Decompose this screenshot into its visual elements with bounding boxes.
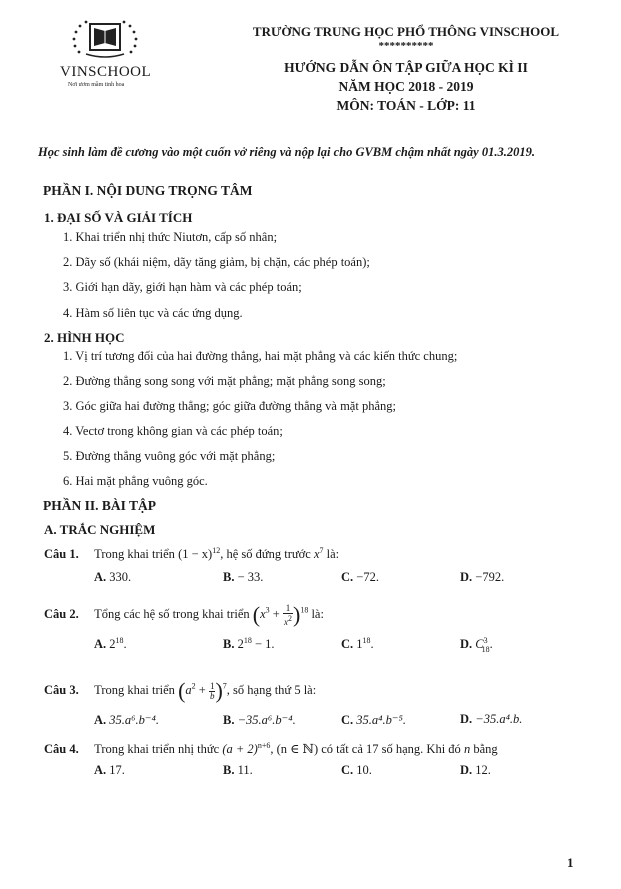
q1-option-d: D. −792.	[460, 570, 505, 584]
list-item: 1. Vị trí tương đối của hai đường thẳng, hai mặt phẳng và các kiến thức chung;	[63, 349, 458, 363]
question-4: Câu 4. Trong khai triển nhị thức $(a + 2)^{n+6}$, (n ∈ ℕ) có tất cả 17 số hạng. Khi đó n bằng	[44, 741, 498, 757]
document-title: HƯỚNG DẪN ÔN TẬP GIỮA HỌC KÌ II	[284, 60, 528, 75]
school-name: TRƯỜNG TRUNG HỌC PHỔ THÔNG VINSCHOOL	[252, 24, 560, 39]
logo-name: VINSCHOOL	[60, 64, 152, 80]
question-3: Câu 3. Trong khai triển ($a^2$ + $\frac{1}{b}$ )$^7$, số hạng thứ 5 là:	[44, 678, 317, 703]
list-item: 3. Góc giữa hai đường thẳng; góc giữa đường thẳng và mặt phẳng;	[63, 399, 396, 413]
list-item: 2. Đường thẳng song song với mặt phẳng; mặt phẳng song song;	[63, 374, 386, 388]
q2-option-d: D. $C^3_{18}$.	[460, 636, 493, 654]
q2-option-c: C. $1^{18}$.	[341, 636, 374, 652]
list-item: 3. Giới hạn dãy, giới hạn hàm và các phép toán;	[63, 280, 302, 294]
question-2: Câu 2. Tổng các hệ số trong khai triển ($x^3$ + $\frac{1}{x^2}$ )$^{18}$ là:	[44, 602, 324, 627]
logo-slogan: Nơi ươm mầm tinh hoa	[68, 82, 125, 88]
list-item: 4. Vectơ trong không gian và các phép toán;	[63, 424, 283, 438]
part2-heading: PHẦN II. BÀI TẬP	[43, 498, 157, 513]
q1-option-b: B. − 33.	[223, 570, 264, 584]
question-1: Câu 1. Trong khai triển $(1 - x)^{12}$, hệ số đứng trước $x^7$ là:	[44, 546, 340, 562]
subject-grade: MÔN: TOÁN - LỚP: 11	[336, 98, 476, 113]
q3-option-c: C. 35.a⁴.b⁻⁵.	[341, 713, 406, 727]
list-item: 5. Đường thẳng vuông góc với mặt phẳng;	[63, 449, 276, 463]
q2-option-b: B. $2^{18} - 1$.	[223, 636, 275, 652]
q4-option-a: A. 17.	[94, 763, 125, 777]
q3-option-b: B. −35.a⁶.b⁻⁴.	[223, 713, 296, 727]
q3-option-d: D. −35.a⁴.b.	[460, 712, 523, 726]
school-year: NĂM HỌC 2018 - 2019	[338, 79, 474, 94]
section2-heading: 2. HÌNH HỌC	[44, 330, 125, 345]
part1-heading: PHẦN I. NỘI DUNG TRỌNG TÂM	[43, 183, 253, 198]
q4-option-d: D. 12.	[460, 763, 491, 777]
list-item: 6. Hai mặt phẳng vuông góc.	[63, 474, 208, 488]
q4-option-b: B. 11.	[223, 763, 253, 777]
q1-option-a: A. 330.	[94, 570, 132, 584]
list-item: 1. Khai triển nhị thức Niutơn, cấp số nhân;	[63, 230, 278, 244]
page-number: 1	[567, 855, 574, 870]
list-item: 4. Hàm số liên tục và các ứng dụng.	[63, 306, 243, 320]
q2-option-a: A. $2^{18}$.	[94, 636, 127, 652]
question-label: Câu 1.	[44, 547, 79, 562]
q3-option-a: A. 35.a⁶.b⁻⁴.	[94, 713, 159, 727]
section-a-heading: A. TRẮC NGHIỆM	[44, 522, 156, 537]
section1-heading: 1. ĐẠI SỐ VÀ GIẢI TÍCH	[44, 210, 193, 225]
instruction-note: Học sinh làm đề cương vào một cuốn vở riêng và nộp lại cho GVBM chậm nhất ngày 01.3.2019.	[38, 145, 535, 159]
list-item: 2. Dãy số (khái niệm, dãy tăng giảm, bị chặn, các phép toán);	[63, 255, 370, 269]
q4-option-c: C. 10.	[341, 763, 372, 777]
q1-option-c: C. −72.	[341, 570, 379, 584]
header-stars: **********	[378, 40, 434, 52]
